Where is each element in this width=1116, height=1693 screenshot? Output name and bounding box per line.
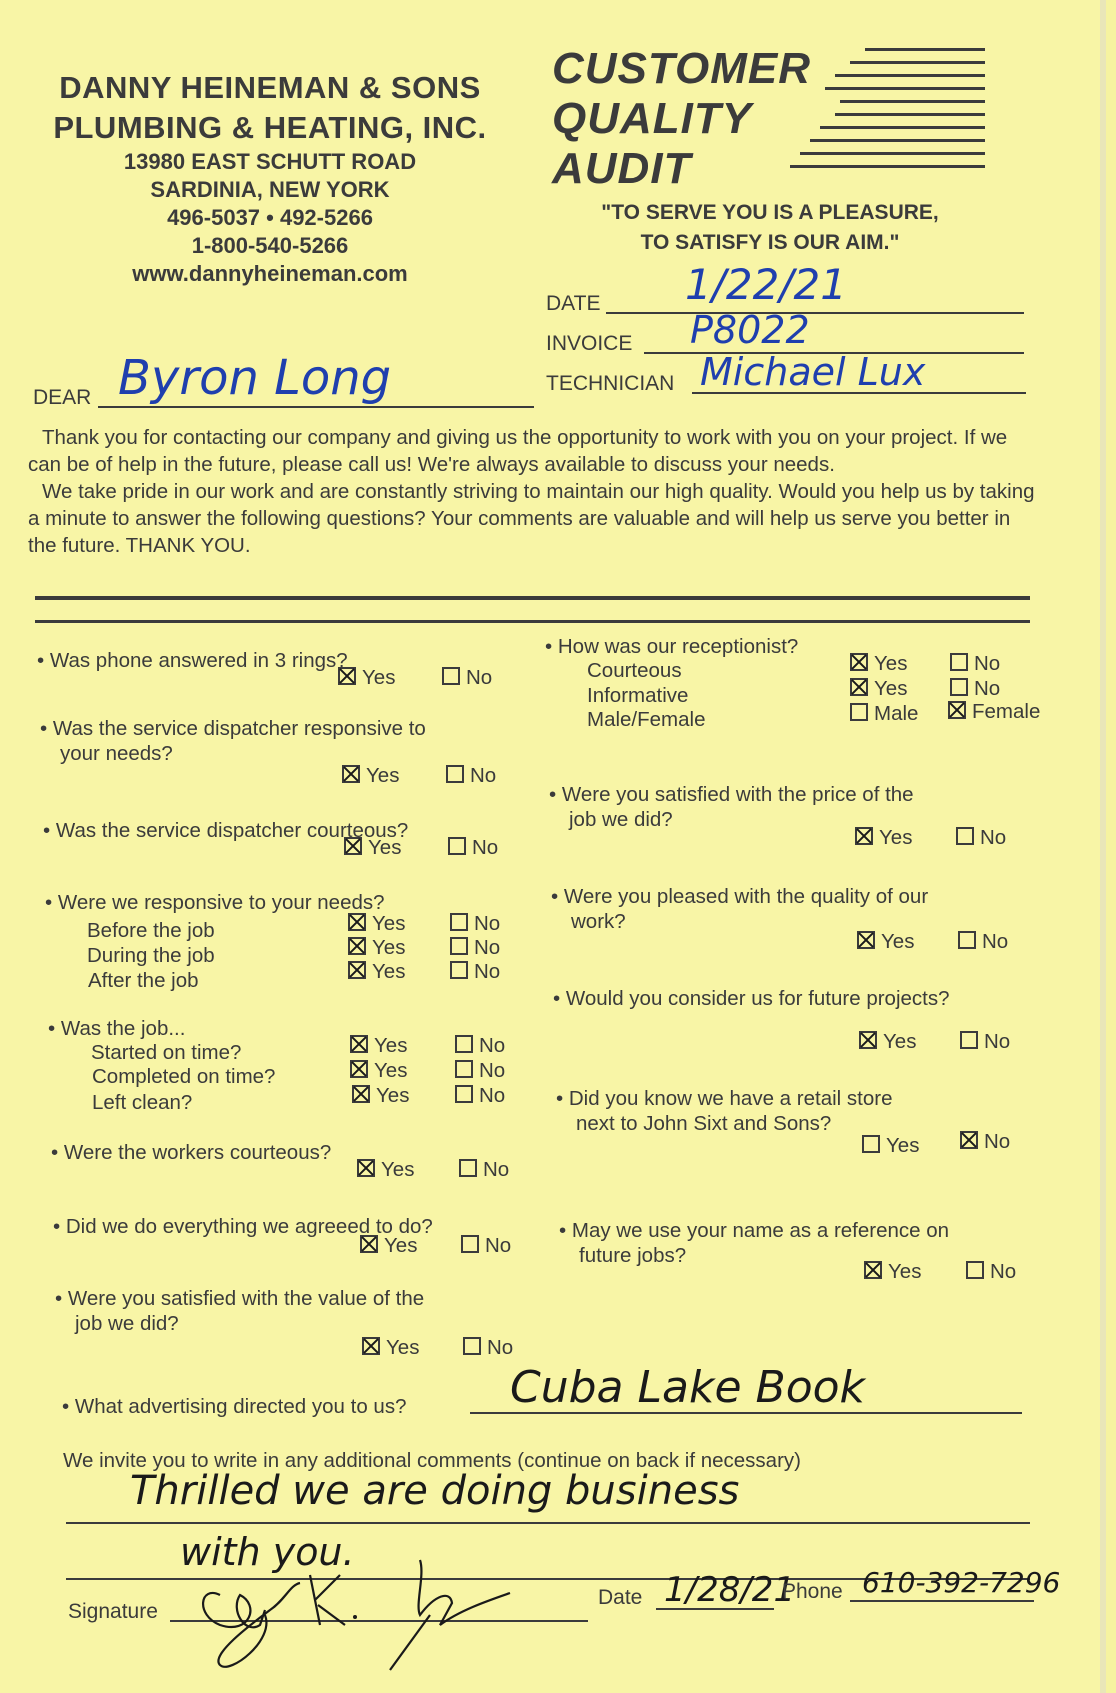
q5-completed-no[interactable]: No xyxy=(455,1059,505,1083)
form-title-line1: CUSTOMER xyxy=(552,44,811,93)
q5-started-yes[interactable]: Yes xyxy=(350,1034,407,1058)
company-phones: 496-5037 • 492-5266 xyxy=(167,205,373,230)
footer-date-label: Date xyxy=(598,1586,643,1609)
checkbox-icon xyxy=(450,913,468,931)
checked-box-icon xyxy=(352,1085,370,1103)
comments-line-1 xyxy=(66,1522,1030,1524)
q4-before-yes[interactable]: Yes xyxy=(348,912,405,936)
intro-text xyxy=(28,424,1038,559)
checkbox-icon xyxy=(448,837,466,855)
q5-started-label: Started on time? xyxy=(91,1041,242,1064)
checkbox-icon xyxy=(459,1159,477,1177)
q6-no-option[interactable]: No xyxy=(459,1158,509,1182)
motto-line1: "TO SERVE YOU IS A PLEASURE, xyxy=(601,201,939,224)
r1-female-option[interactable]: Female xyxy=(948,700,1040,724)
question-quality-pleased: • Were you pleased with the quality of our work? xyxy=(551,885,929,933)
checked-box-icon xyxy=(960,1131,978,1149)
checked-box-icon xyxy=(859,1031,877,1049)
comments-text-line1[interactable]: Thrilled we are doing business xyxy=(130,1468,740,1514)
checked-box-icon xyxy=(350,1035,368,1053)
checkbox-icon xyxy=(461,1235,479,1253)
q4-after-yes[interactable]: Yes xyxy=(348,960,405,984)
company-block xyxy=(20,68,520,288)
checkbox-icon xyxy=(450,937,468,955)
company-name-line2: PLUMBING & HEATING, INC. xyxy=(53,110,487,145)
q4-during-no[interactable]: No xyxy=(450,936,500,960)
checkbox-icon xyxy=(455,1085,473,1103)
q4-before-label: Before the job xyxy=(87,919,215,942)
comments-label: We invite you to write in any additional comments (continue on back if necessary) xyxy=(63,1449,801,1472)
company-website: www.dannyheineman.com xyxy=(132,261,408,286)
checked-box-icon xyxy=(362,1337,380,1355)
checked-box-icon xyxy=(357,1159,375,1177)
q4-after-no[interactable]: No xyxy=(450,960,500,984)
checkbox-icon xyxy=(450,961,468,979)
r1-informative-yes[interactable]: Yes xyxy=(850,677,907,701)
q4-during-yes[interactable]: Yes xyxy=(348,936,405,960)
checkbox-icon xyxy=(950,678,968,696)
checked-box-icon xyxy=(342,765,360,783)
question-value-satisfied: • Were you satisfied with the value of the job we did? xyxy=(55,1287,425,1335)
divider-rule-2 xyxy=(35,620,1030,623)
dear-label: DEAR xyxy=(33,386,92,409)
date-label: DATE xyxy=(546,292,601,315)
r1-courteous-yes[interactable]: Yes xyxy=(850,652,907,676)
checked-box-icon xyxy=(864,1261,882,1279)
technician-value[interactable]: Michael Lux xyxy=(700,350,926,394)
signature-drawing[interactable] xyxy=(190,1555,590,1685)
motto xyxy=(560,198,980,258)
r1-informative-no[interactable]: No xyxy=(950,677,1000,701)
intro-paragraph-1: Thank you for contacting our company and giving us the opportunity to work with you on your project. If we can be of help in the future, please call us! We're always available to discuss your needs. xyxy=(28,426,1008,476)
checked-box-icon xyxy=(348,913,366,931)
checkbox-icon xyxy=(446,765,464,783)
comments-text-line2[interactable]: with you. xyxy=(180,1530,355,1574)
checked-box-icon xyxy=(360,1235,378,1253)
intro-paragraph-2: We take pride in our work and are constantly striving to maintain our high quality. Would you help us by taking a minute to answer the following questions? Your comments are valuable and will help us serve you better in the future. THANK YOU. xyxy=(28,480,1035,557)
question-dispatcher-responsive: • Was the service dispatcher responsive to your needs? xyxy=(40,717,426,765)
signature-label: Signature xyxy=(68,1600,158,1623)
r1-courteous-label: Courteous xyxy=(587,659,682,682)
checkbox-icon xyxy=(455,1060,473,1078)
question-workers-courteous: • Were the workers courteous? xyxy=(51,1141,332,1164)
date-line xyxy=(606,312,1024,314)
question-advertising: • What advertising directed you to us? xyxy=(62,1395,407,1418)
q7-no-option[interactable]: No xyxy=(461,1234,511,1258)
date-value[interactable]: 1/22/21 xyxy=(685,260,847,309)
checkbox-icon xyxy=(850,703,868,721)
form-title-line2: QUALITY xyxy=(552,94,753,143)
question-reference: • May we use your name as a reference on future jobs? xyxy=(559,1219,950,1267)
checkbox-icon xyxy=(956,827,974,845)
checked-box-icon xyxy=(855,827,873,845)
question-price-satisfied: • Were you satisfied with the price of the job we did? xyxy=(549,783,914,831)
q5-completed-yes[interactable]: Yes xyxy=(350,1059,407,1083)
r1-informative-label: Informative xyxy=(587,684,689,707)
q1-no-option[interactable]: No xyxy=(442,666,492,690)
checked-box-icon xyxy=(350,1060,368,1078)
r1-courteous-no[interactable]: No xyxy=(950,652,1000,676)
footer-date-value[interactable]: 1/28/21 xyxy=(664,1570,796,1610)
question-dispatcher-courteous: • Was the service dispatcher courteous? xyxy=(43,819,409,842)
checked-box-icon xyxy=(857,931,875,949)
q4-before-no[interactable]: No xyxy=(450,912,500,936)
question-retail-store: • Did you know we have a retail store next to John Sixt and Sons? xyxy=(556,1087,893,1135)
dear-value[interactable]: Byron Long xyxy=(118,350,392,406)
technician-label: TECHNICIAN xyxy=(546,372,675,395)
checked-box-icon xyxy=(338,667,356,685)
checked-box-icon xyxy=(948,701,966,719)
checkbox-icon xyxy=(442,667,460,685)
r5-no-option[interactable]: No xyxy=(960,1130,1010,1154)
question-phone-answered: • Was phone answered in 3 rings? xyxy=(37,649,348,672)
r2-yes-option[interactable]: Yes xyxy=(855,826,912,850)
q5-clean-yes[interactable]: Yes xyxy=(352,1084,409,1108)
q5-clean-no[interactable]: No xyxy=(455,1084,505,1108)
question-receptionist: • How was our receptionist? xyxy=(545,635,799,658)
r5-yes-option[interactable]: Yes xyxy=(862,1134,919,1158)
question-job: • Was the job... xyxy=(48,1017,186,1040)
checked-box-icon xyxy=(850,678,868,696)
q3-no-option[interactable]: No xyxy=(448,836,498,860)
q4-after-label: After the job xyxy=(88,969,199,992)
r1-gender-label: Male/Female xyxy=(587,708,706,731)
company-tollfree: 1-800-540-5266 xyxy=(191,233,349,258)
phone-line xyxy=(850,1600,1034,1602)
checkbox-icon xyxy=(463,1337,481,1355)
r3-yes-option[interactable]: Yes xyxy=(857,930,914,954)
checkbox-icon xyxy=(958,931,976,949)
phone-value[interactable]: 610-392-7296 xyxy=(862,1566,1061,1599)
q1-yes-option[interactable]: Yes xyxy=(338,666,395,690)
company-address-line1: 13980 EAST SCHUTT ROAD xyxy=(123,149,417,174)
form-title-line3: AUDIT xyxy=(552,144,692,193)
company-address-line2: SARDINIA, NEW YORK xyxy=(150,177,390,202)
q5-clean-label: Left clean? xyxy=(92,1091,193,1114)
q3-yes-option[interactable]: Yes xyxy=(344,836,401,860)
advertising-value[interactable]: Cuba Lake Book xyxy=(510,1362,866,1413)
q2-no-option[interactable]: No xyxy=(446,764,496,788)
q5-started-no[interactable]: No xyxy=(455,1034,505,1058)
divider-rule xyxy=(35,596,1030,600)
r4-no-option[interactable]: No xyxy=(960,1030,1010,1054)
r4-yes-option[interactable]: Yes xyxy=(859,1030,916,1054)
form-title xyxy=(552,44,811,194)
q5-completed-label: Completed on time? xyxy=(92,1065,276,1088)
r6-no-option[interactable]: No xyxy=(966,1260,1016,1284)
invoice-value[interactable]: P8022 xyxy=(690,308,810,352)
r3-no-option[interactable]: No xyxy=(958,930,1008,954)
invoice-label: INVOICE xyxy=(546,332,633,355)
q4-during-label: During the job xyxy=(87,944,215,967)
checkbox-icon xyxy=(950,653,968,671)
q8-no-option[interactable]: No xyxy=(463,1336,513,1360)
checked-box-icon xyxy=(850,653,868,671)
q2-yes-option[interactable]: Yes xyxy=(342,764,399,788)
dear-line xyxy=(98,406,534,408)
r1-male-option[interactable]: Male xyxy=(850,702,918,726)
phone-label: Phone xyxy=(782,1580,843,1603)
checkbox-icon xyxy=(455,1035,473,1053)
q8-yes-option[interactable]: Yes xyxy=(362,1336,419,1360)
q7-yes-option[interactable]: Yes xyxy=(360,1234,417,1258)
q6-yes-option[interactable]: Yes xyxy=(357,1158,414,1182)
motto-line2: TO SATISFY IS OUR AIM." xyxy=(640,231,900,254)
company-name-line1: DANNY HEINEMAN & SONS xyxy=(59,70,481,105)
checked-box-icon xyxy=(348,937,366,955)
question-future-projects: • Would you consider us for future projects? xyxy=(553,987,950,1010)
r2-no-option[interactable]: No xyxy=(956,826,1006,850)
title-stripes-graphic xyxy=(790,48,985,176)
r6-yes-option[interactable]: Yes xyxy=(864,1260,921,1284)
checkbox-icon xyxy=(966,1261,984,1279)
question-responsive-needs: • Were we responsive to your needs? xyxy=(45,891,385,914)
checkbox-icon xyxy=(960,1031,978,1049)
question-agreed-to-do: • Did we do everything we agreeed to do? xyxy=(53,1215,433,1238)
checkbox-icon xyxy=(862,1135,880,1153)
checked-box-icon xyxy=(344,837,362,855)
checked-box-icon xyxy=(348,961,366,979)
